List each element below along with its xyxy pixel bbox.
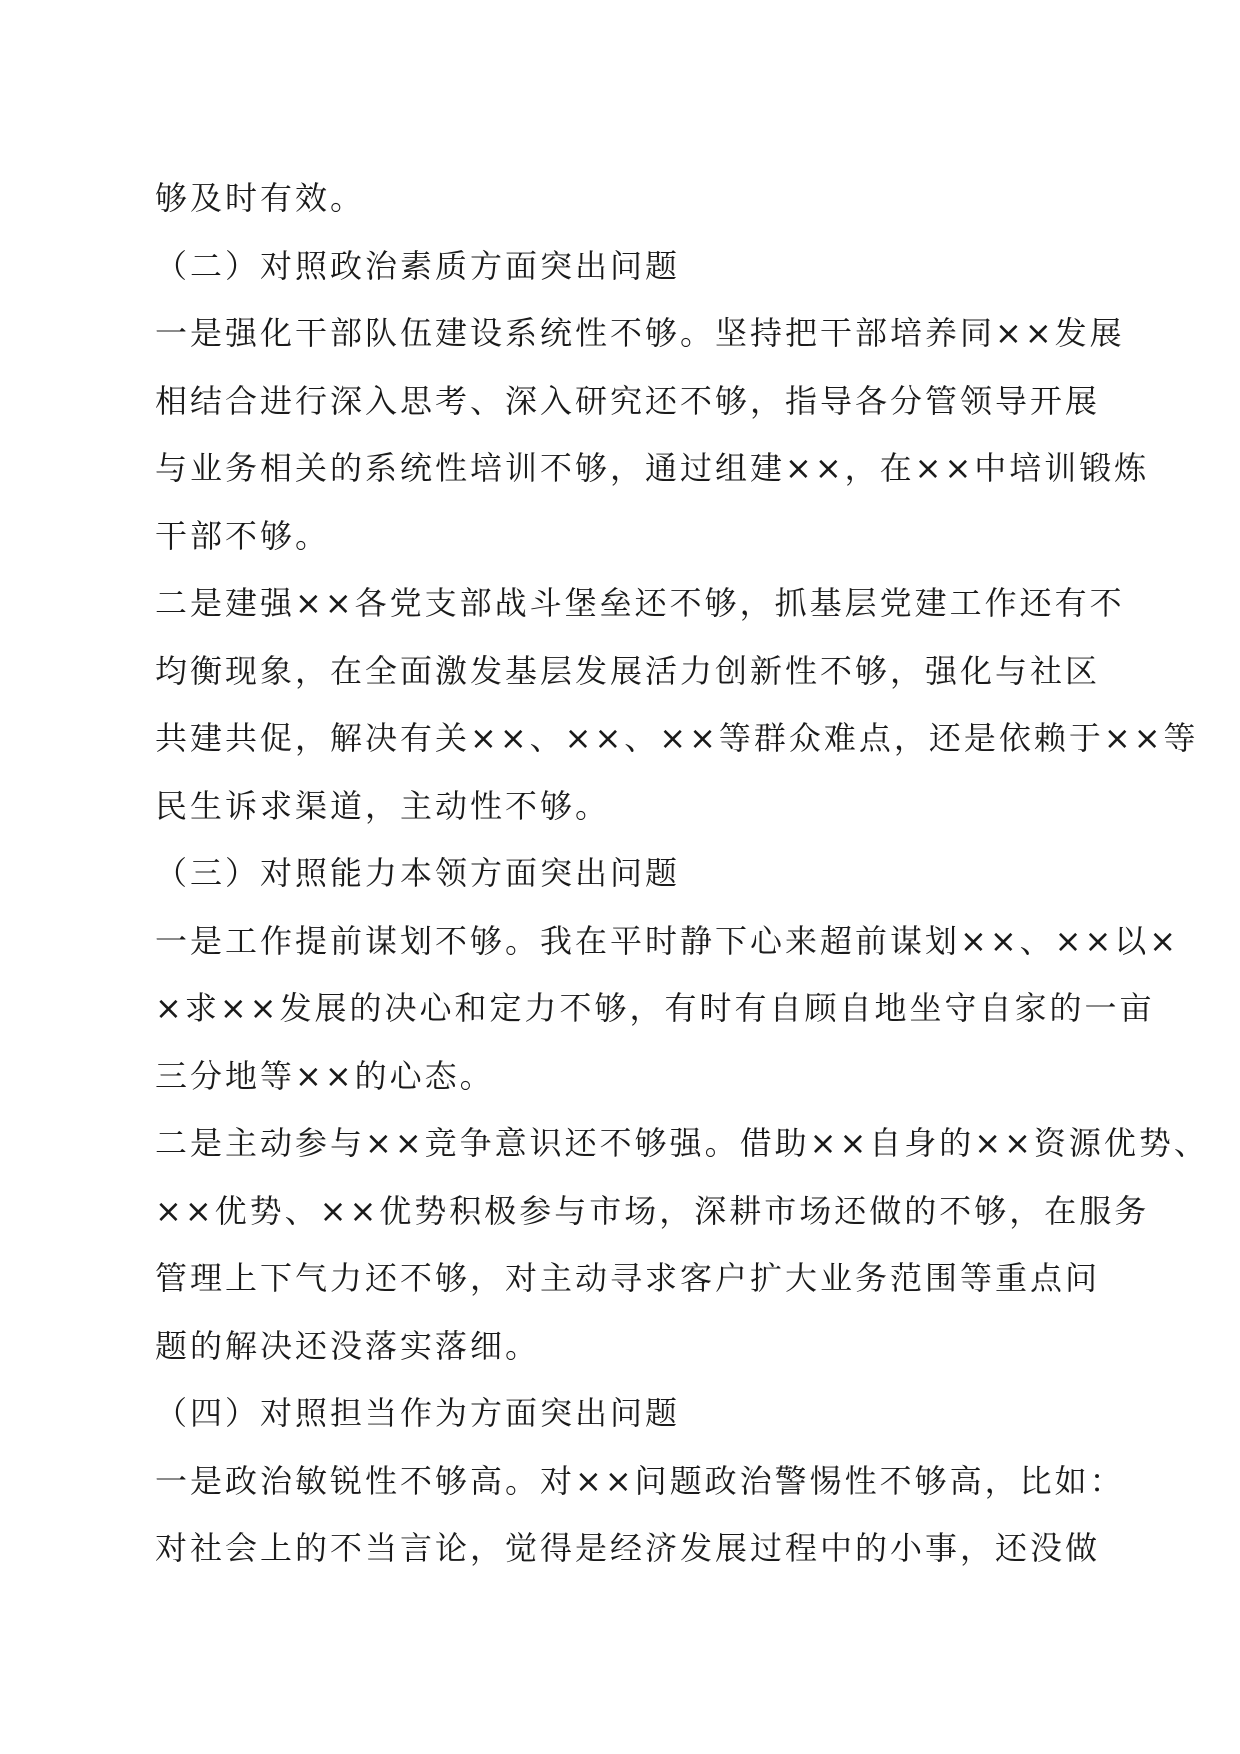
paragraph-line: 二是主动参与××竞争意识还不够强。借助××自身的××资源优势、 [155, 1124, 1209, 1162]
paragraph-line: ××优势、××优势积极参与市场，深耕市场还做的不够，在服务 [155, 1191, 1150, 1230]
section-heading-2: （二）对照政治素质方面突出问题 [155, 246, 681, 285]
section-heading-4: （四）对照担当作为方面突出问题 [155, 1394, 681, 1432]
paragraph-line: 民生诉求渠道，主动性不够。 [155, 786, 611, 825]
paragraph-line: 共建共促，解决有关××、××、××等群众难点，还是依赖于××等 [155, 719, 1199, 757]
paragraph-line: 一是政治敏锐性不够高。对××问题政治警惕性不够高，比如： [155, 1461, 1125, 1500]
document-body [155, 165, 1209, 1583]
section-heading-3: （三）对照能力本领方面突出问题 [155, 854, 681, 892]
paragraph-line: 够及时有效。 [155, 179, 366, 217]
paragraph-line: 一是强化干部队伍建设系统性不够。坚持把干部培养同××发展 [155, 314, 1125, 352]
paragraph-line: 管理上下气力还不够，对主动寻求客户扩大业务范围等重点问 [155, 1259, 1101, 1297]
paragraph-line: 对社会上的不当言论，觉得是经济发展过程中的小事，还没做 [155, 1529, 1101, 1567]
paragraph-line: ×求××发展的决心和定力不够，有时有自顾自地坐守自家的一亩 [155, 989, 1155, 1027]
paragraph-line: 与业务相关的系统性培训不够，通过组建××，在××中培训锻炼 [155, 449, 1150, 487]
paragraph-line: 二是建强××各党支部战斗堡垒还不够，抓基层党建工作还有不 [155, 584, 1125, 622]
paragraph-line: 题的解决还没落实落细。 [155, 1326, 541, 1365]
paragraph-line: 三分地等××的心态。 [155, 1056, 495, 1095]
paragraph-line: 干部不够。 [155, 516, 331, 555]
paragraph-line: 一是工作提前谋划不够。我在平时静下心来超前谋划××、××以× [155, 921, 1180, 960]
paragraph-line: 均衡现象，在全面激发基层发展活力创新性不够，强化与社区 [155, 651, 1101, 690]
paragraph-line: 相结合进行深入思考、深入研究还不够，指导各分管领导开展 [155, 381, 1101, 420]
